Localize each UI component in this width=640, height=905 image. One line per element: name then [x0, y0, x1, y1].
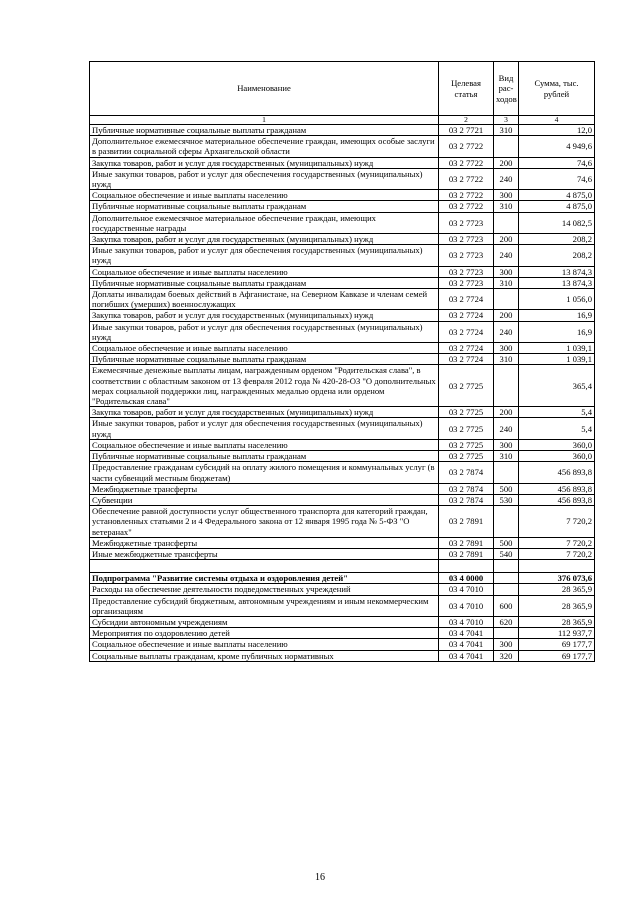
row-sum: 456 893,8	[519, 462, 595, 483]
row-vid: 540	[494, 548, 519, 559]
row-name: Ежемесячные денежные выплаты лицам, награжденным орденом "Родительская слава", в соответствии с областным законом от 13 февраля 2012 года № 420-28-ОЗ "О дополнительных мерах социальной поддержки лиц, награжденных медалью ордена или орденом "Родительская слава"	[90, 365, 439, 407]
row-name: Иные закупки товаров, работ и услуг для обеспечения государственных (муниципальных) нужд	[90, 418, 439, 439]
row-vid	[494, 584, 519, 595]
row-sum: 376 073,6	[519, 573, 595, 584]
row-code: 03 2 7724	[439, 310, 494, 321]
row-name: Иные закупки товаров, работ и услуг для обеспечения государственных (муниципальных) нужд	[90, 168, 439, 189]
row-sum: 28 365,9	[519, 584, 595, 595]
row-sum: 7 720,2	[519, 506, 595, 538]
table-row	[90, 201, 595, 212]
table-row	[90, 365, 595, 407]
table-row	[90, 451, 595, 462]
row-sum: 365,4	[519, 365, 595, 407]
row-name: Доплаты инвалидам боевых действий в Афганистане, на Северном Кавказе и членам семей погибших (умерших) военнослужащих	[90, 289, 439, 310]
row-code: 03 2 7723	[439, 234, 494, 245]
row-name: Закупка товаров, работ и услуг для государственных (муниципальных) нужд	[90, 157, 439, 168]
row-code: 03 2 7725	[439, 451, 494, 462]
table-row	[90, 407, 595, 418]
row-name: Социальное обеспечение и иные выплаты населению	[90, 439, 439, 450]
row-code: 03 2 7723	[439, 266, 494, 277]
row-sum: 5,4	[519, 407, 595, 418]
row-vid: 600	[494, 595, 519, 616]
row-vid: 240	[494, 245, 519, 266]
table-row	[90, 506, 595, 538]
table-row	[90, 136, 595, 157]
table-row	[90, 266, 595, 277]
row-sum: 74,6	[519, 168, 595, 189]
table-row	[90, 628, 595, 639]
row-vid: 500	[494, 483, 519, 494]
row-code	[439, 560, 494, 573]
row-code: 03 4 7010	[439, 616, 494, 627]
row-name: Социальные выплаты гражданам, кроме публичных нормативных	[90, 650, 439, 661]
budget-table	[89, 61, 595, 662]
row-name: Обеспечение равной доступности услуг общественного транспорта для категорий граждан, установленных статьями 2 и 4 Федерального закона от 12 января 1995 года № 5-ФЗ "О ветеранах"	[90, 506, 439, 538]
row-name: Социальное обеспечение и иные выплаты населению	[90, 639, 439, 650]
row-code: 03 4 7041	[439, 639, 494, 650]
row-vid: 200	[494, 310, 519, 321]
row-code: 03 2 7722	[439, 136, 494, 157]
table-row	[90, 650, 595, 661]
row-vid	[494, 462, 519, 483]
table-body	[90, 125, 595, 662]
table-row	[90, 560, 595, 573]
row-name: Подпрограмма "Развитие системы отдыха и оздоровления детей"	[90, 573, 439, 584]
row-name: Социальное обеспечение и иные выплаты населению	[90, 190, 439, 201]
row-vid	[494, 628, 519, 639]
row-vid: 300	[494, 439, 519, 450]
column-number-row	[90, 116, 595, 125]
row-code: 03 2 7891	[439, 548, 494, 559]
row-sum: 69 177,7	[519, 650, 595, 661]
row-name: Закупка товаров, работ и услуг для государственных (муниципальных) нужд	[90, 310, 439, 321]
row-vid: 310	[494, 201, 519, 212]
table-row	[90, 277, 595, 288]
row-name: Межбюджетные трансферты	[90, 537, 439, 548]
row-vid: 300	[494, 343, 519, 354]
row-name: Публичные нормативные социальные выплаты гражданам	[90, 354, 439, 365]
row-sum: 456 893,8	[519, 494, 595, 505]
table-row	[90, 537, 595, 548]
row-sum: 456 893,8	[519, 483, 595, 494]
row-vid: 240	[494, 321, 519, 342]
row-code: 03 2 7721	[439, 125, 494, 136]
header-row	[90, 62, 595, 116]
row-sum: 13 874,3	[519, 266, 595, 277]
row-name: Закупка товаров, работ и услуг для государственных (муниципальных) нужд	[90, 407, 439, 418]
table-row	[90, 190, 595, 201]
row-code: 03 2 7891	[439, 506, 494, 538]
table-row	[90, 310, 595, 321]
row-code: 03 4 7010	[439, 595, 494, 616]
row-vid: 240	[494, 418, 519, 439]
row-vid: 310	[494, 354, 519, 365]
row-sum: 4 875,0	[519, 190, 595, 201]
row-vid: 310	[494, 451, 519, 462]
row-name: Иные закупки товаров, работ и услуг для обеспечения государственных (муниципальных) нужд	[90, 321, 439, 342]
row-sum: 1 039,1	[519, 354, 595, 365]
row-sum: 4 875,0	[519, 201, 595, 212]
row-code: 03 2 7723	[439, 277, 494, 288]
table-row	[90, 483, 595, 494]
row-sum: 13 874,3	[519, 277, 595, 288]
row-name: Публичные нормативные социальные выплаты гражданам	[90, 277, 439, 288]
row-sum: 7 720,2	[519, 548, 595, 559]
row-name: Дополнительное ежемесячное материальное обеспечение граждан, имеющих государственные награды	[90, 212, 439, 233]
row-code: 03 2 7874	[439, 483, 494, 494]
row-vid: 200	[494, 234, 519, 245]
table-row	[90, 234, 595, 245]
row-sum: 112 937,7	[519, 628, 595, 639]
header-name: Наименование	[90, 62, 439, 116]
row-vid	[494, 560, 519, 573]
row-vid	[494, 289, 519, 310]
row-name: Дополнительное ежемесячное материальное обеспечение граждан, имеющих особые заслуги в развитии социальной сферы Архангельской области	[90, 136, 439, 157]
row-vid: 310	[494, 125, 519, 136]
row-vid: 240	[494, 168, 519, 189]
row-code: 03 2 7891	[439, 537, 494, 548]
row-code: 03 2 7724	[439, 343, 494, 354]
row-name: Публичные нормативные социальные выплаты гражданам	[90, 201, 439, 212]
table-row	[90, 125, 595, 136]
row-code: 03 2 7722	[439, 168, 494, 189]
row-name: Закупка товаров, работ и услуг для государственных (муниципальных) нужд	[90, 234, 439, 245]
page-number: 16	[315, 872, 325, 883]
row-code: 03 4 7041	[439, 650, 494, 661]
column-number: 2	[439, 116, 494, 125]
row-vid	[494, 365, 519, 407]
row-code: 03 2 7874	[439, 462, 494, 483]
row-name: Социальное обеспечение и иные выплаты населению	[90, 266, 439, 277]
row-vid: 300	[494, 639, 519, 650]
row-sum: 360,0	[519, 451, 595, 462]
row-name: Предоставление гражданам субсидий на оплату жилого помещения и коммунальных услуг (в части субвенций местным бюджетам)	[90, 462, 439, 483]
table-row	[90, 616, 595, 627]
row-sum: 69 177,7	[519, 639, 595, 650]
row-code: 03 2 7724	[439, 289, 494, 310]
row-sum	[519, 560, 595, 573]
table-row	[90, 595, 595, 616]
row-vid	[494, 212, 519, 233]
row-sum: 16,9	[519, 321, 595, 342]
table-row	[90, 548, 595, 559]
row-code: 03 2 7724	[439, 321, 494, 342]
row-vid: 620	[494, 616, 519, 627]
row-vid: 320	[494, 650, 519, 661]
table-row	[90, 584, 595, 595]
row-name: Мероприятия по оздоровлению детей	[90, 628, 439, 639]
row-code: 03 2 7724	[439, 354, 494, 365]
row-name: Субсидии автономным учреждениям	[90, 616, 439, 627]
row-name: Публичные нормативные социальные выплаты гражданам	[90, 451, 439, 462]
row-code: 03 2 7723	[439, 212, 494, 233]
table-row	[90, 157, 595, 168]
table-row	[90, 354, 595, 365]
row-name: Субвенции	[90, 494, 439, 505]
row-code: 03 2 7874	[439, 494, 494, 505]
row-vid: 200	[494, 407, 519, 418]
row-sum: 7 720,2	[519, 537, 595, 548]
row-sum: 5,4	[519, 418, 595, 439]
row-sum: 14 082,5	[519, 212, 595, 233]
table-row	[90, 212, 595, 233]
row-name	[90, 560, 439, 573]
row-sum: 208,2	[519, 234, 595, 245]
row-sum: 360,0	[519, 439, 595, 450]
table-row	[90, 439, 595, 450]
table-row	[90, 245, 595, 266]
table-row	[90, 343, 595, 354]
row-name: Предоставление субсидий бюджетным, автономным учреждениям и иным некоммерческим организациям	[90, 595, 439, 616]
row-code: 03 2 7722	[439, 201, 494, 212]
table-row	[90, 418, 595, 439]
row-code: 03 2 7723	[439, 245, 494, 266]
row-vid: 300	[494, 266, 519, 277]
row-code: 03 2 7725	[439, 365, 494, 407]
row-sum: 28 365,9	[519, 595, 595, 616]
row-vid	[494, 573, 519, 584]
table-row	[90, 639, 595, 650]
row-code: 03 4 7010	[439, 584, 494, 595]
column-number: 4	[519, 116, 595, 125]
row-code: 03 2 7722	[439, 157, 494, 168]
row-code: 03 2 7725	[439, 439, 494, 450]
row-sum: 208,2	[519, 245, 595, 266]
header-vid: Вид рас-ходов	[494, 62, 519, 116]
table-row	[90, 289, 595, 310]
table-row	[90, 462, 595, 483]
header-code: Целевая статья	[439, 62, 494, 116]
row-name: Социальное обеспечение и иные выплаты населению	[90, 343, 439, 354]
row-code: 03 4 0000	[439, 573, 494, 584]
column-number: 3	[494, 116, 519, 125]
row-name: Иные закупки товаров, работ и услуг для обеспечения государственных (муниципальных) нужд	[90, 245, 439, 266]
row-sum: 16,9	[519, 310, 595, 321]
row-code: 03 4 7041	[439, 628, 494, 639]
row-vid	[494, 506, 519, 538]
table-row	[90, 321, 595, 342]
row-sum: 74,6	[519, 157, 595, 168]
table-row	[90, 494, 595, 505]
row-name: Межбюджетные трансферты	[90, 483, 439, 494]
row-name: Расходы на обеспечение деятельности подведомственных учреждений	[90, 584, 439, 595]
row-vid: 300	[494, 190, 519, 201]
header-sum: Сумма, тыс. рублей	[519, 62, 595, 116]
row-sum: 28 365,9	[519, 616, 595, 627]
row-sum: 1 039,1	[519, 343, 595, 354]
row-code: 03 2 7722	[439, 190, 494, 201]
table-row	[90, 168, 595, 189]
row-code: 03 2 7725	[439, 407, 494, 418]
column-number: 1	[90, 116, 439, 125]
row-vid: 500	[494, 537, 519, 548]
row-vid: 530	[494, 494, 519, 505]
row-name: Публичные нормативные социальные выплаты гражданам	[90, 125, 439, 136]
row-sum: 12,0	[519, 125, 595, 136]
row-name: Иные межбюджетные трансферты	[90, 548, 439, 559]
row-sum: 1 056,0	[519, 289, 595, 310]
row-vid	[494, 136, 519, 157]
table-row	[90, 573, 595, 584]
row-code: 03 2 7725	[439, 418, 494, 439]
row-vid: 200	[494, 157, 519, 168]
row-sum: 4 949,6	[519, 136, 595, 157]
row-vid: 310	[494, 277, 519, 288]
